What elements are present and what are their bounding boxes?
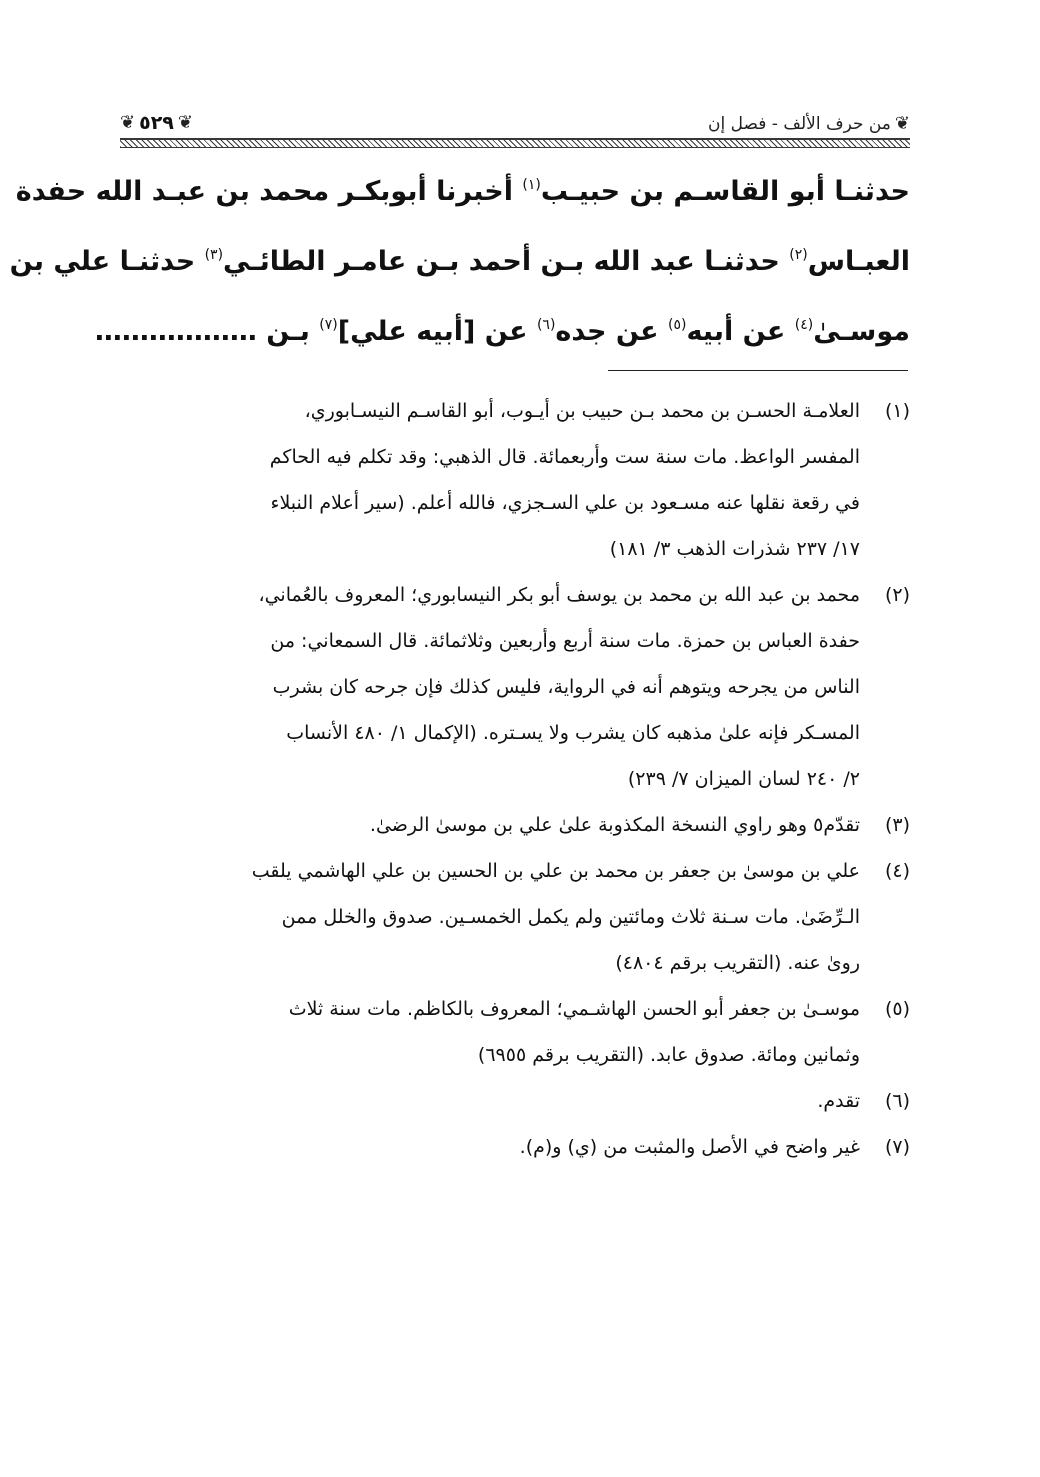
footnote-number: (٤) xyxy=(884,860,910,882)
text-run: حدثنـا عبد الله بـن أحمد بـن عامـر الطائـي xyxy=(223,246,790,277)
text-run: حدثنـا علي بن xyxy=(9,246,205,277)
footnote-line: حفدة العباس بن حمزة. مات سنة أربع وأربعين وثلاثمائة. قال السمعاني: من xyxy=(270,630,860,652)
footnote-ref[interactable]: (٦) xyxy=(536,317,556,333)
footnote-1 xyxy=(135,388,910,572)
footnote-number: (٦) xyxy=(884,1090,910,1112)
footnote-6 xyxy=(135,1078,910,1124)
running-title xyxy=(708,114,910,138)
footnote-number: (٣) xyxy=(884,814,910,836)
footnote-line: محمد بن عبد الله بن محمد بن يوسف أبو بكر النيسابوري؛ المعروف بالعُماني، xyxy=(258,584,860,606)
footnote-body xyxy=(135,1124,860,1170)
footnote-body xyxy=(135,986,860,1078)
text-run: بـن ……………… xyxy=(94,316,320,347)
text-run: أخبرنا أبوبكـر محمد بن عبـد الله حفدة xyxy=(15,176,523,207)
footnote-ref[interactable]: (٧) xyxy=(319,317,338,333)
footnote-ref[interactable]: (١) xyxy=(522,177,541,193)
page-number-text: ٥٢٩ xyxy=(139,112,174,134)
footnote-number: (١) xyxy=(884,400,910,422)
text-run: عن جده xyxy=(555,316,668,347)
main-text-line xyxy=(94,290,910,360)
footnote-4 xyxy=(135,848,910,986)
text-run: عن أبيه xyxy=(686,316,795,347)
footnote-ref[interactable]: (٢) xyxy=(789,247,808,263)
footnote-line: ٢/ ٢٤٠ لسان الميزان ٧/ ٢٣٩) xyxy=(627,768,860,790)
footnote-2 xyxy=(135,572,910,802)
footnote-body xyxy=(135,572,860,802)
ornament-icon: ❦ xyxy=(894,113,910,134)
footnotes xyxy=(135,388,910,1170)
footnote-7 xyxy=(135,1124,910,1170)
footnote-5 xyxy=(135,986,910,1078)
footnote-line: المسـكر فإنه علىٰ مذهبه كان يشرب ولا يسـتره. (الإكمال ١/ ٤٨٠ الأنساب xyxy=(286,722,860,744)
footnote-body xyxy=(135,848,860,986)
ornament-icon: ❦ xyxy=(120,112,136,133)
footnote-body xyxy=(135,388,860,572)
footnote-number: (٢) xyxy=(884,584,910,606)
footnote-line: وثمانين ومائة. صدوق عابد. (التقريب برقم ٦٩٥٥) xyxy=(477,1044,860,1066)
main-text xyxy=(9,150,910,360)
main-text-line xyxy=(9,220,910,290)
header-divider xyxy=(120,138,910,148)
text-run: عن [أبيه علي] xyxy=(337,316,537,347)
ornament-icon: ❦ xyxy=(177,112,193,133)
footnote-ref[interactable]: (٤) xyxy=(794,317,814,333)
footnote-line: العلامـة الحسـن بن محمد بـن حبيب بن أيـوب، أبو القاسـم النيسـابوري، xyxy=(304,400,860,422)
footnote-ref[interactable]: (٥) xyxy=(667,317,687,333)
main-text-line xyxy=(15,150,910,220)
footnote-line: ١٧/ ٢٣٧ شذرات الذهب ٣/ ١٨١) xyxy=(609,538,860,560)
text-run: حدثنـا أبو القاسـم بن حبيـب xyxy=(540,176,910,207)
footnote-line: روىٰ عنه. (التقريب برقم ٤٨٠٤) xyxy=(615,952,860,974)
footnote-line: المفسر الواعظ. مات سنة ست وأربعمائة. قال الذهبي: وقد تكلم فيه الحاكم xyxy=(269,446,860,468)
footnote-line: موسـىٰ بن جعفر أبو الحسن الهاشـمي؛ المعروف بالكاظم. مات سنة ثلاث xyxy=(288,998,860,1020)
text-run: موسـىٰ xyxy=(813,316,910,347)
text-run: العبـاس xyxy=(807,246,910,277)
footnote-ref[interactable]: (٣) xyxy=(204,247,224,263)
footnote-line: في رقعة نقلها عنه مسـعود بن علي السـجزي، فالله أعلم. (سير أعلام النبلاء xyxy=(270,492,860,514)
footnote-number: (٧) xyxy=(884,1136,910,1158)
footnote-line: تقدم. xyxy=(817,1090,860,1112)
footnote-body xyxy=(135,802,860,848)
footnote-3 xyxy=(135,802,910,848)
running-title-text: من حرف الألف - فصل إن xyxy=(708,114,891,134)
footnote-number: (٥) xyxy=(884,998,910,1020)
page-header xyxy=(120,98,910,138)
footnote-line: تقدّم٥ وهو راوي النسخة المكذوبة علىٰ علي بن موسىٰ الرضىٰ. xyxy=(369,814,860,836)
footnote-line: علي بن موسىٰ بن جعفر بن محمد بن علي بن الحسين بن علي الهاشمي يلقب xyxy=(251,860,860,882)
footnote-line: الناس من يجرحه ويتوهم أنه في الرواية، فليس كذلك فإن جرحه كان بشرب xyxy=(272,676,860,698)
footnote-body xyxy=(135,1078,860,1124)
footnote-divider xyxy=(608,370,908,371)
footnote-line: غير واضح في الأصل والمثبت من (ي) و(م). xyxy=(519,1136,860,1158)
footnote-line: الـرِّضَىٰ. مات سـنة ثلاث ومائتين ولم يكمل الخمسـين. صدوق والخلل ممن xyxy=(281,906,860,928)
page-number xyxy=(120,112,193,138)
